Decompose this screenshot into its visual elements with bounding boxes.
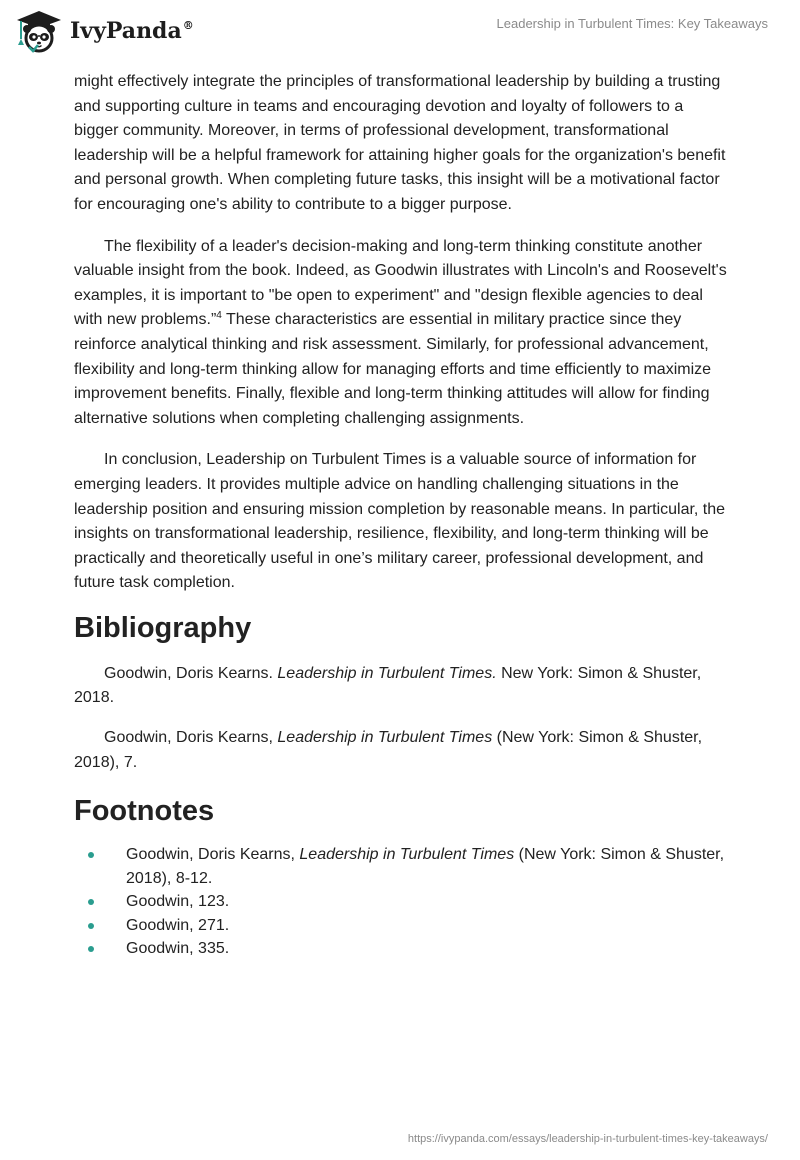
essay-content <box>74 70 730 961</box>
footnotes-list <box>74 843 730 961</box>
footnote-item <box>74 890 730 914</box>
footnote-1-author: Goodwin, Doris Kearns, <box>126 846 300 864</box>
footnotes-heading: Footnotes <box>74 795 215 828</box>
bib-entry-1-title: Leadership in Turbulent Times. <box>277 664 497 682</box>
footnote-item <box>74 914 730 938</box>
footnote-item <box>74 843 730 890</box>
bullet-dot-icon <box>88 899 94 905</box>
footer-source-url[interactable]: https://ivypanda.com/essays/leadership-in-turbulent-times-key-takeaways/ <box>407 1133 768 1145</box>
paragraph-2-text-b: These characteristics are essential in military practice since they reinforce analytical thinking and risk assessment. Similarly, for professional advancement, flexibility and long-term thinking allow for managing efforts and time efficiently to maximize improvement benefits. Finally, flexible and long-term thinking attitudes will allow for finding alternative solutions when completing challenging assignments. <box>74 311 712 427</box>
footnote-1-publisher: (New York: Simon & Shuster, 2018), 8-12. <box>126 846 725 887</box>
bibliography-entry <box>74 662 730 711</box>
header-document-title: Leadership in Turbulent Times: Key Takeaways <box>496 16 768 31</box>
paragraph-1: might effectively integrate the principles of transformational leadership by building a trusting and supporting culture in teams and encouraging devotion and loyalty of followers to a bigger community. Moreover, in terms of professional development, transformational leadership will be a helpful framework for attaining higher goals for the organization's benefit and personal growth. When completing future tasks, this insight will be a motivational factor for encouraging one's ability to contribute to a bigger purpose. <box>74 73 726 213</box>
footnote-3-text: Goodwin, 271. <box>126 916 230 934</box>
bib-entry-1-publisher: New York: Simon & Shuster, 2018. <box>74 664 702 707</box>
bullet-dot-icon <box>88 852 94 858</box>
bib-entry-1-author: Goodwin, Doris Kearns. <box>104 664 278 682</box>
bibliography-heading: Bibliography <box>74 611 252 644</box>
logo-text: IvyPanda® <box>70 18 194 44</box>
page-header <box>0 0 800 70</box>
bibliography-entry <box>74 726 730 775</box>
footnote-ref-4[interactable]: 4 <box>216 310 222 322</box>
bullet-dot-icon <box>88 923 94 929</box>
panda-graduate-logo-icon <box>14 9 64 53</box>
ivypanda-logo[interactable] <box>14 9 194 53</box>
bib-entry-2-title: Leadership in Turbulent Times <box>277 729 493 747</box>
footnote-2-text: Goodwin, 123. <box>126 893 230 911</box>
registered-mark: ® <box>182 19 194 32</box>
paragraph-2-text-a: The flexibility of a leader's decision-making and long-term thinking constitute another valuable insight from the book. Indeed, as Goodwin illustrates with Lincoln's and Roosevelt's examples, it is important to "be open to experiment" and "design flexible agencies to deal with new problems.” <box>74 237 727 329</box>
footnote-item <box>74 937 730 961</box>
bullet-dot-icon <box>88 946 94 952</box>
paragraph-3: In conclusion, Leadership on Turbulent Times is a valuable source of information for emerging leaders. It provides multiple advice on handling challenging situations in the leadership position and ensuring mission completion by reasonable means. In particular, the insights on transformational leadership, resilience, flexibility, and long-term thinking will be practically and theoretically useful in one’s military career, professional development, and future task completion. <box>74 451 726 592</box>
footnote-1-title: Leadership in Turbulent Times <box>299 846 515 864</box>
bib-entry-2-publisher: (New York: Simon & Shuster, 2018), 7. <box>74 729 703 771</box>
bib-entry-2-author: Goodwin, Doris Kearns, <box>104 729 278 747</box>
paragraph-2 <box>74 235 730 432</box>
footnote-4-text: Goodwin, 335. <box>126 940 230 958</box>
